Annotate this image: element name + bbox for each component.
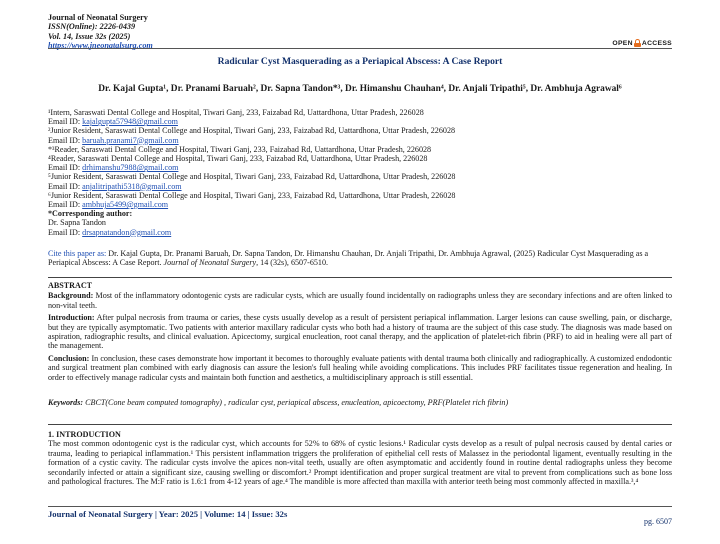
citation bbox=[48, 249, 672, 268]
keywords-text: CBCT(Cone beam computed tomography) , radicular cyst, periapical abscess, enucleation, apicoectomy, PRF(Platelet rich fibrin) bbox=[83, 398, 509, 407]
abstract-heading: ABSTRACT bbox=[48, 281, 93, 290]
cite-tail: , 14 (32s), 6507-6510. bbox=[256, 258, 329, 268]
introduction bbox=[48, 430, 672, 486]
open-access-right: ACCESS bbox=[641, 39, 672, 47]
email-line bbox=[48, 163, 672, 172]
journal-name: Journal of Neonatal Surgery bbox=[48, 13, 148, 22]
email-line bbox=[48, 182, 672, 191]
email-label: Email ID: bbox=[48, 117, 83, 127]
email-line bbox=[48, 228, 672, 237]
abstract-background bbox=[48, 291, 672, 310]
corresponding-email-link[interactable]: drsapnatandon@gmail.com bbox=[82, 227, 172, 237]
email-label: Email ID: bbox=[48, 163, 83, 173]
affiliation-4: ⁴Reader, Saraswati Dental College and Hospital, Tiwari Ganj, 233, Faizabad Rd, Uattardhona, Uttar Pradesh, 226028 bbox=[48, 154, 428, 164]
email-link[interactable]: baruah.pranami7@gmail.com bbox=[82, 135, 179, 145]
author-list: Dr. Kajal Gupta¹, Dr. Pranami Baruah², Dr. Sapna Tandon*³, Dr. Himanshu Chauhan⁴, Dr. Anjali Tripathi⁵, Dr. Ambhuja Agrawal⁶ bbox=[98, 84, 622, 94]
open-lock-icon bbox=[634, 39, 641, 47]
open-access-left: OPEN bbox=[612, 39, 633, 47]
abstract-introduction bbox=[48, 313, 672, 351]
abstract-conclusion bbox=[48, 354, 672, 382]
keywords-label: Keywords: bbox=[48, 398, 84, 407]
header-divider bbox=[48, 48, 672, 49]
keywords bbox=[48, 398, 672, 407]
corresponding-name: Dr. Sapna Tandon bbox=[48, 218, 106, 228]
abstract-divider bbox=[48, 277, 672, 278]
journal-url-link[interactable]: https://www.jneonatalsurg.com bbox=[48, 40, 153, 50]
email-link[interactable]: kajalgupta57948@gmail.com bbox=[82, 117, 178, 127]
background-text: Most of the inflammatory odontogenic cysts are radicular cysts, which are usually found incidentally on radiographs unless they are secondary infections and are often linked to non-vital teeth. bbox=[48, 291, 672, 310]
affiliation-1: ¹Intern, Saraswati Dental College and Hospital, Tiwari Ganj, 233, Faizabad Rd, Uattardhona, Uttar Pradesh, 226028 bbox=[48, 108, 424, 117]
email-label: Email ID: bbox=[48, 181, 83, 191]
intro-text: After pulpal necrosis from trauma or caries, these cysts usually develop as a result of persistent periapical inflammation. Larger lesions can cause swelling, pain, or discharge, but they are typically asymptomatic. Two patients with anterior maxillary radicular cysts who both had a history of trauma are the subject of this case study. The diagnosis was made based on aspiration, radiographic results, and clinical evaluation. Apicectomy, surgical enucleation, root canal therapy, and the application of platelet-rich fibrin (PRF) to aid in healing were all part of the management. bbox=[48, 313, 672, 351]
email-line bbox=[48, 136, 672, 145]
email-line bbox=[48, 200, 672, 209]
affiliation-2: ²Junior Resident, Saraswati Dental College and Hospital, Tiwari Ganj, 233, Faizabad Rd, Uattardhona, Uttar Pradesh, 226028 bbox=[48, 126, 456, 136]
introduction-heading: 1. INTRODUCTION bbox=[48, 430, 121, 439]
email-label: Email ID: bbox=[48, 200, 83, 210]
affiliation-6: ⁶Junior Resident, Saraswati Dental College and Hospital, Tiwari Ganj, 233, Faizabad Rd, Uattardhona, Uttar Pradesh, 226028 bbox=[48, 190, 456, 200]
affiliation-3: *³Reader, Saraswati Dental College and Hospital, Tiwari Ganj, 233, Faizabad Rd, Uattardhona, Uttar Pradesh, 226028 bbox=[48, 144, 432, 154]
cite-journal: Journal of Neonatal Surgery bbox=[163, 258, 257, 268]
affiliations bbox=[48, 108, 672, 237]
cite-text: Dr. Kajal Gupta, Dr. Pranami Baruah, Dr. Sapna Tandon, Dr. Himanshu Chauhan, Dr. Anjali Tripathi, Dr. Ambhuja Agrawal, (2025) Radicular Cyst Masquerading as a Periapical Abscess: A Case Report. bbox=[48, 249, 649, 268]
affiliation-5: ⁵Junior Resident, Saraswati Dental College and Hospital, Tiwari Ganj, 233, Faizabad Rd, Uattardhona, Uttar Pradesh, 226028 bbox=[48, 172, 456, 182]
page-footer bbox=[48, 506, 672, 526]
cite-label: Cite this paper as: bbox=[48, 249, 107, 258]
intro-label: Introduction: bbox=[48, 313, 95, 323]
introduction-text: The most common odontogenic cyst is the radicular cyst, which accounts for 52% to 68% of cystic lesions.¹ Radicular cysts develop as a result of pulpal necrosis caused by dental caries or trauma, leading to periapical inflammation.¹ This persistent inflammation triggers the proliferation of epithelial cell rests of Malassez in the periodontal ligament, eventually resulting in the formation of a cystic cavity. The radicular cysts involve the apices non-vital teeth, usually are often asymptomatic and accidently found in routine dental radiographs unless they become secondarily infected or attain a significant size, causing swelling or discomfort.² Prompt identification and proper surgical treatment are vital to prevent from complications such as bone loss and pathological fractures. The M:F ratio is 1.6:1 from 4-12 years of age.⁴ The mandible is more affected than maxilla with anterior teeth being most commonly affected in maxilla.³,⁴ bbox=[48, 439, 672, 487]
open-access-logo bbox=[612, 39, 672, 47]
paper-title: Radicular Cyst Masquerading as a Periapical Abscess: A Case Report bbox=[217, 56, 503, 67]
footer-text: Journal of Neonatal Surgery | Year: 2025 | Volume: 14 | Issue: 32s bbox=[48, 509, 288, 519]
page-number: pg. 6507 bbox=[644, 517, 672, 526]
conclusion-label: Conclusion: bbox=[48, 353, 90, 363]
abstract bbox=[48, 281, 672, 385]
email-label: Email ID: bbox=[48, 227, 83, 237]
journal-volume: Vol. 14, Issue 32s (2025) bbox=[48, 31, 131, 41]
background-label: Background: bbox=[48, 291, 94, 301]
keywords-divider bbox=[48, 424, 672, 425]
email-label: Email ID: bbox=[48, 135, 83, 145]
email-link[interactable]: ambhuja5499@gmail.com bbox=[82, 200, 169, 210]
conclusion-text: In conclusion, these cases demonstrate how important it becomes to thoroughly evaluate patients with dental trauma both clinically and radiographically. A customized endodontic and surgical treatment plan combined with early diagnosis can assure the lesion's full healing while avoiding complications. This includes PRF facilitates tissue regeneration and healing. In order to effectively manage radicular cysts and maintain both function and aesthetics, a multidisciplinary approach is still essential. bbox=[48, 353, 672, 382]
email-link[interactable]: drhimanshu7988@gmail.com bbox=[82, 163, 179, 173]
journal-issn: ISSN(Online): 2226-0439 bbox=[48, 22, 136, 32]
corresponding-label: *Corresponding author: bbox=[48, 209, 133, 219]
email-link[interactable]: anjalitripathi5318@gmail.com bbox=[82, 181, 182, 191]
email-line bbox=[48, 117, 672, 126]
journal-header bbox=[48, 13, 153, 50]
